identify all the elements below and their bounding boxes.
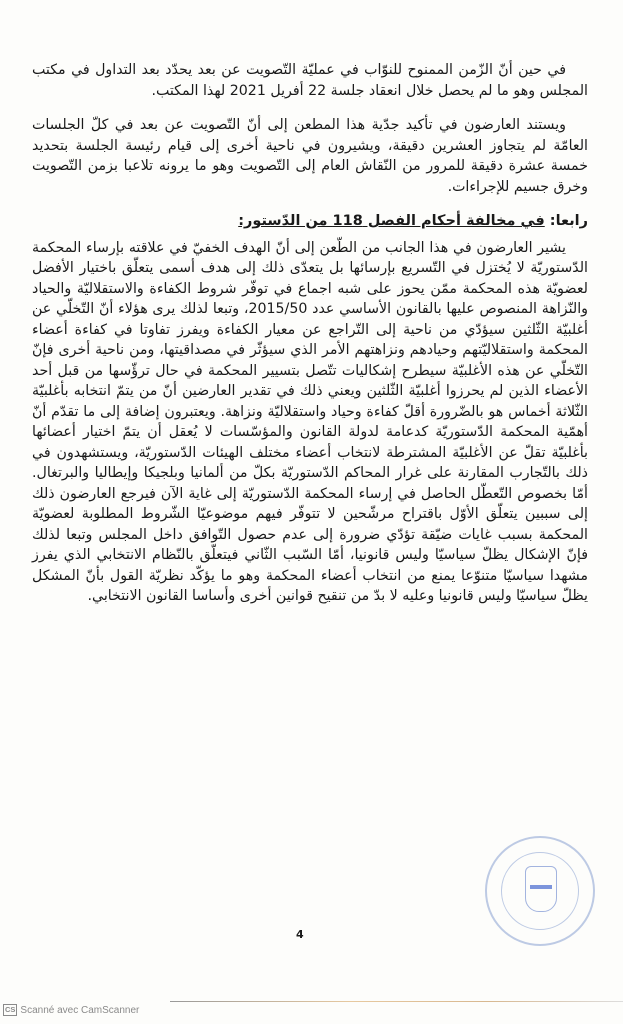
paragraph-voting-time: في حين أنّ الزّمن الممنوح للنوّاب في عمليّة التّصويت عن بعد يحدّد بعد التداول في مكتب المجلس وهو ما لم يحصل خلال انعقاد جلسة 22 أفريل 2021 لهذا المكتب. [32,62,588,99]
section-label: رابعا: [549,213,588,229]
watermark-text: Scanné avec CamScanner [20,1004,140,1016]
section-heading [32,211,588,232]
camscanner-logo-icon: CS [5,1005,16,1014]
document-body [32,60,588,621]
official-seal-icon [485,836,595,946]
coat-of-arms-icon [525,866,557,912]
page-number: 4 [296,928,304,941]
paragraph-petitioners-argument: ويستند العارضون في تأكيد جدّية هذا المطعن إلى أنّ التّصويت عن بعد في كلّ الجلسات العامّة لم يتجاوز العشرين دقيقة، ويشيرون في ناحية أخرى إلى قيام رئيسة الجلسة بتحديد خمسة عشرة دقيقة للمرور من النّقاش العام إلى التّصويت وهو ما يرونه تلاعبا بزمن التّصويت وخرق جسيم للإجراءات. [32,117,588,195]
section-title: في مخالفة أحكام الفصل 118 من الدّستور: [238,213,545,229]
scanner-watermark [3,1004,139,1016]
page-bottom-edge [170,1001,623,1002]
page-fold-edge [619,0,623,92]
paragraph-article-118: يشير العارضون في هذا الجانب من الطّعن إلى أنّ الهدف الخفيّ في علاقته بإرساء المحكمة الدّستوريّة لا يُختزل في التّسريع بإرسائها بل يتعدّى ذلك إلى هدف أسمى يتعلّق باختيار الأفضل لعضويّة هذه المحكمة ممّن يحوز على شبه اجماع في توفّر شروط الكفاءة والاستقلاليّة والحياد والنّزاهة المنصوص عليها بالقانون الأساسي عدد 2015/50، وتبعا لذلك يرى هؤلاء أنّ التّخلّي عن أغلبيّة الثّلثين سيؤدّي من ناحية إلى التّراجع عن معيار الكفاءة ويفرز تفاوتا في كفاءة أعضاء المحكمة واستقلاليّتهم وحيادهم ونزاهتهم الأمر الذي سيؤثّر في مصداقيتها، ومن ناحية أخرى فإنّ التّخلّي عن هذه الأغلبيّة سيطرح إشكاليات تتّصل بتسيير المحكمة في حال ترؤّسها من قبل أحد الأعضاء الذين لم يحرزوا أغلبيّة الثّلثين ويعني ذلك في تقدير العارضين أنّ من يتمّ انتخابه بأغلبيّة الثّلاثة أخماس هو بالضّرورة أقلّ كفاءة وحياد واستقلاليّة ونزاهة. ويعتبرون إضافة إلى ما تقدّم أنّ أهمّية المحكمة الدّستوريّة كدعامة لدولة القانون والمؤسّسات لا يُعقل أن يتمّ اختيار أعضائها بأغلبيّة تقلّ عن الأغلبيّة المشترطة لانتخاب أعضاء مختلف الهيئات الدّستوريّة، ويستشهدون في ذلك بالتّجارب المقارنة على غرار المحاكم الدّستوريّة بكلّ من ألمانيا وبلجيكا وإيطاليا والبرتغال. أمّا بخصوص التّعطّل الحاصل في إرساء المحكمة الدّستوريّة إلى غاية الآن فيرجع العارضون ذلك إلى سببين يتعلّق الأوّل باقتراح مرشّحين لا تتوفّر فيهم موضوعيّا الشّروط المطلوبة لعضويّة المحكمة بسبب غايات ضيّقة تؤدّي ضرورة إلى عدم حصول التّوافق داخل المجلس وتبعا لذلك فإنّ الإشكال يظلّ سياسيّا وليس قانونيا، أمّا السّبب الثّاني فيتعلّق بالنّظام الانتخابي الذي يفرز مشهدا سياسيّا متنوّعا يمنع من انتخاب أعضاء المحكمة وهو ما يؤكّد نظريّة القول بأنّ المشكل يظلّ سياسيّا وليس قانونيا وعليه لا بدّ من تنقيح قوانين أخرى وأساسا القانون الانتخابي. [32,239,588,604]
